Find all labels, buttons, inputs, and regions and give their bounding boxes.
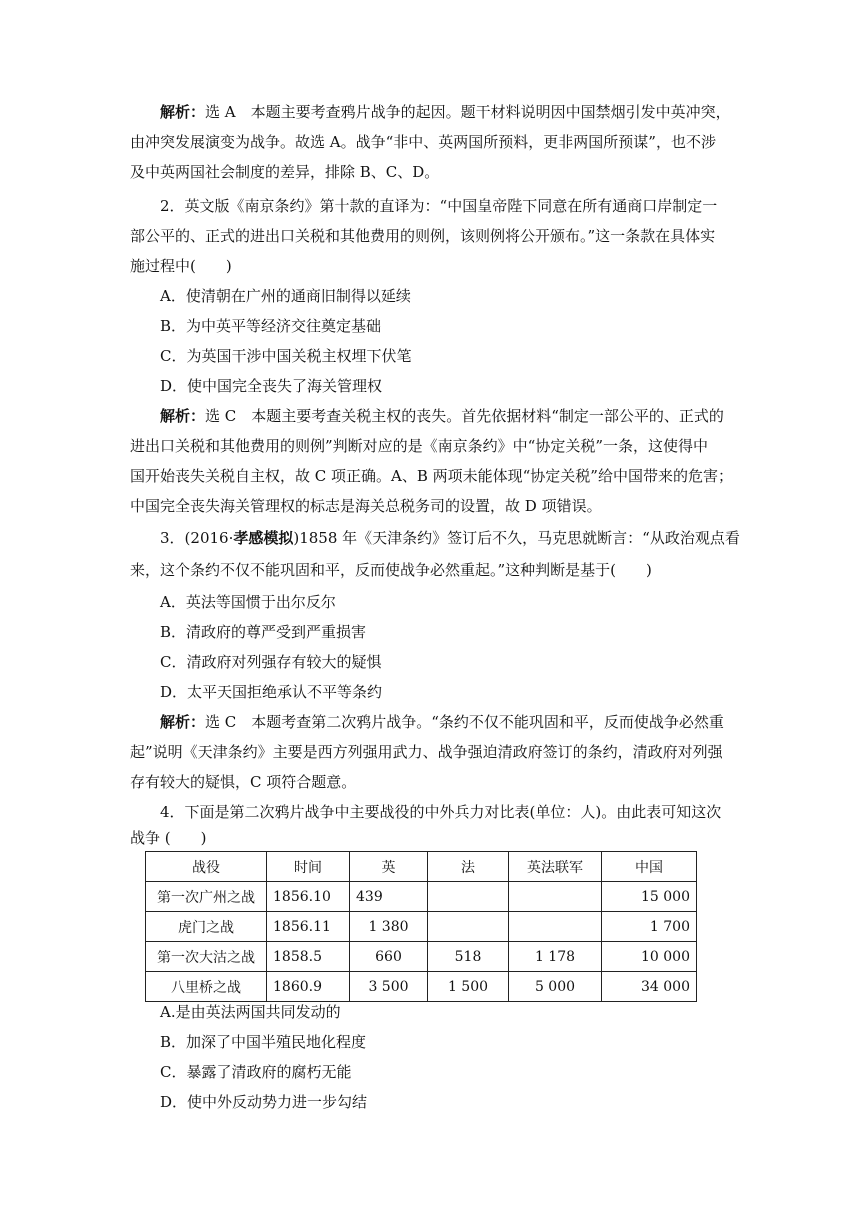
table-cell: 10 000 [602, 942, 697, 972]
table-cell: 虎门之战 [146, 912, 267, 942]
q3-option-c: C．清政府对列强存有较大的疑惧 [160, 653, 382, 671]
table-row [146, 972, 697, 1002]
table-cell: 1 500 [428, 972, 509, 1002]
table-header-cell: 战役 [146, 852, 267, 882]
q3-number: 3．(2016· [160, 529, 234, 547]
analysis-label: 解析： [160, 407, 206, 425]
table-cell [509, 882, 602, 912]
table-header-cell: 英法联军 [509, 852, 602, 882]
q3-analysis-line-1 [160, 712, 724, 732]
q3-stem-line-2: 来，这个条约不仅不能巩固和平，反而使战争必然重起。”这种判断是基于( ) [130, 561, 652, 579]
q3-source: 孝感模拟 [233, 529, 294, 547]
q3-option-b: B．清政府的尊严受到严重损害 [160, 623, 367, 641]
q1-analysis-line-2: 由冲突发展演变为战争。故选 A。战争“非中、英两国所预料，更非两国所预谋”，也不涉 [130, 133, 716, 151]
q4-stem-line-2: 战争 ( ) [130, 829, 207, 847]
q2-analysis-line-1 [160, 406, 724, 426]
table-cell: 1 700 [602, 912, 697, 942]
q3-stem-line-1 [160, 528, 740, 548]
q3-stem-text: )1858 年《天津条约》签订后不久，马克思就断言：“从政治观点看 [293, 529, 740, 547]
table-cell: 八里桥之战 [146, 972, 267, 1002]
q4-stem-line-1: 4．下面是第二次鸦片战争中主要战役的中外兵力对比表(单位：人)。由此表可知这次 [160, 803, 722, 821]
q2-option-a: A．使清朝在广州的通商旧制得以延续 [160, 287, 411, 305]
table-cell [428, 912, 509, 942]
analysis-text: 选 C 本题主要考查关税主权的丧失。首先依据材料“制定一部公平的、正式的 [205, 407, 724, 425]
table-cell: 第一次广州之战 [146, 882, 267, 912]
table-row [146, 912, 697, 942]
table-cell: 1858.5 [267, 942, 350, 972]
analysis-label: 解析： [160, 713, 206, 731]
table-cell: 34 000 [602, 972, 697, 1002]
table-header-cell: 中国 [602, 852, 697, 882]
table-cell [428, 882, 509, 912]
q2-stem-line-3: 施过程中( ) [130, 257, 232, 275]
q2-analysis-line-4: 中国完全丧失海关管理权的标志是海关总税务司的设置，故 D 项错误。 [130, 497, 602, 515]
q2-option-d: D．使中国完全丧失了海关管理权 [160, 377, 383, 395]
table-header-cell: 法 [428, 852, 509, 882]
table-cell: 1860.9 [267, 972, 350, 1002]
table-cell: 第一次大沽之战 [146, 942, 267, 972]
q1-analysis-line-3: 及中英两国社会制度的差异，排除 B、C、D。 [130, 163, 440, 181]
q3-analysis-line-3: 存有较大的疑惧，C 项符合题意。 [130, 773, 357, 791]
table-cell: 1856.10 [267, 882, 350, 912]
q3-option-d: D．太平天国拒绝承认不平等条约 [160, 683, 383, 701]
q3-option-a: A．英法等国惯于出尔反尔 [160, 593, 336, 611]
q2-stem-line-1: 2．英文版《南京条约》第十款的直译为：“中国皇帝陛下同意在所有通商口岸制定一 [160, 197, 718, 215]
table-cell: 518 [428, 942, 509, 972]
q1-analysis-line-1 [160, 102, 731, 122]
table-row [146, 942, 697, 972]
q4-option-c: C．暴露了清政府的腐朽无能 [160, 1063, 352, 1081]
analysis-text: 选 A 本题主要考查鸦片战争的起因。题干材料说明因中国禁烟引发中英冲突， [205, 103, 731, 121]
analysis-text: 选 C 本题考查第二次鸦片战争。“条约不仅不能巩固和平，反而使战争必然重 [205, 713, 724, 731]
table-header-cell: 时间 [267, 852, 350, 882]
table-header-row [146, 852, 697, 882]
q2-option-b: B．为中英平等经济交往奠定基础 [160, 317, 382, 335]
table-cell [509, 912, 602, 942]
table-cell: 15 000 [602, 882, 697, 912]
table-cell: 1 178 [509, 942, 602, 972]
table-cell: 5 000 [509, 972, 602, 1002]
table-cell: 1 380 [350, 912, 428, 942]
forces-comparison-table [145, 851, 697, 1002]
q2-analysis-line-2: 进出口关税和其他费用的则例”判断对应的是《南京条约》中“协定关税”一条，这使得中 [130, 437, 709, 455]
table-cell: 439 [350, 882, 428, 912]
q2-stem-line-2: 部公平的、正式的进出口关税和其他费用的则例，该则例将公开颁布。”这一条款在具体实 [130, 227, 716, 245]
q4-option-d: D．使中外反动势力进一步勾结 [160, 1093, 368, 1111]
q4-option-a: A.是由英法两国共同发动的 [160, 1003, 341, 1021]
analysis-label: 解析： [160, 103, 206, 121]
table-header-cell: 英 [350, 852, 428, 882]
q2-analysis-line-3: 国开始丧失关税自主权，故 C 项正确。A、B 两项未能体现“协定关税”给中国带来的危害； [130, 467, 733, 485]
q3-analysis-line-2: 起”说明《天津条约》主要是西方列强用武力、战争强迫清政府签订的条约，清政府对列强 [130, 743, 723, 761]
table-cell: 1856.11 [267, 912, 350, 942]
table-cell: 660 [350, 942, 428, 972]
q4-option-b: B．加深了中国半殖民地化程度 [160, 1033, 367, 1051]
table-cell: 3 500 [350, 972, 428, 1002]
q2-option-c: C．为英国干涉中国关税主权埋下伏笔 [160, 347, 412, 365]
table-row [146, 882, 697, 912]
